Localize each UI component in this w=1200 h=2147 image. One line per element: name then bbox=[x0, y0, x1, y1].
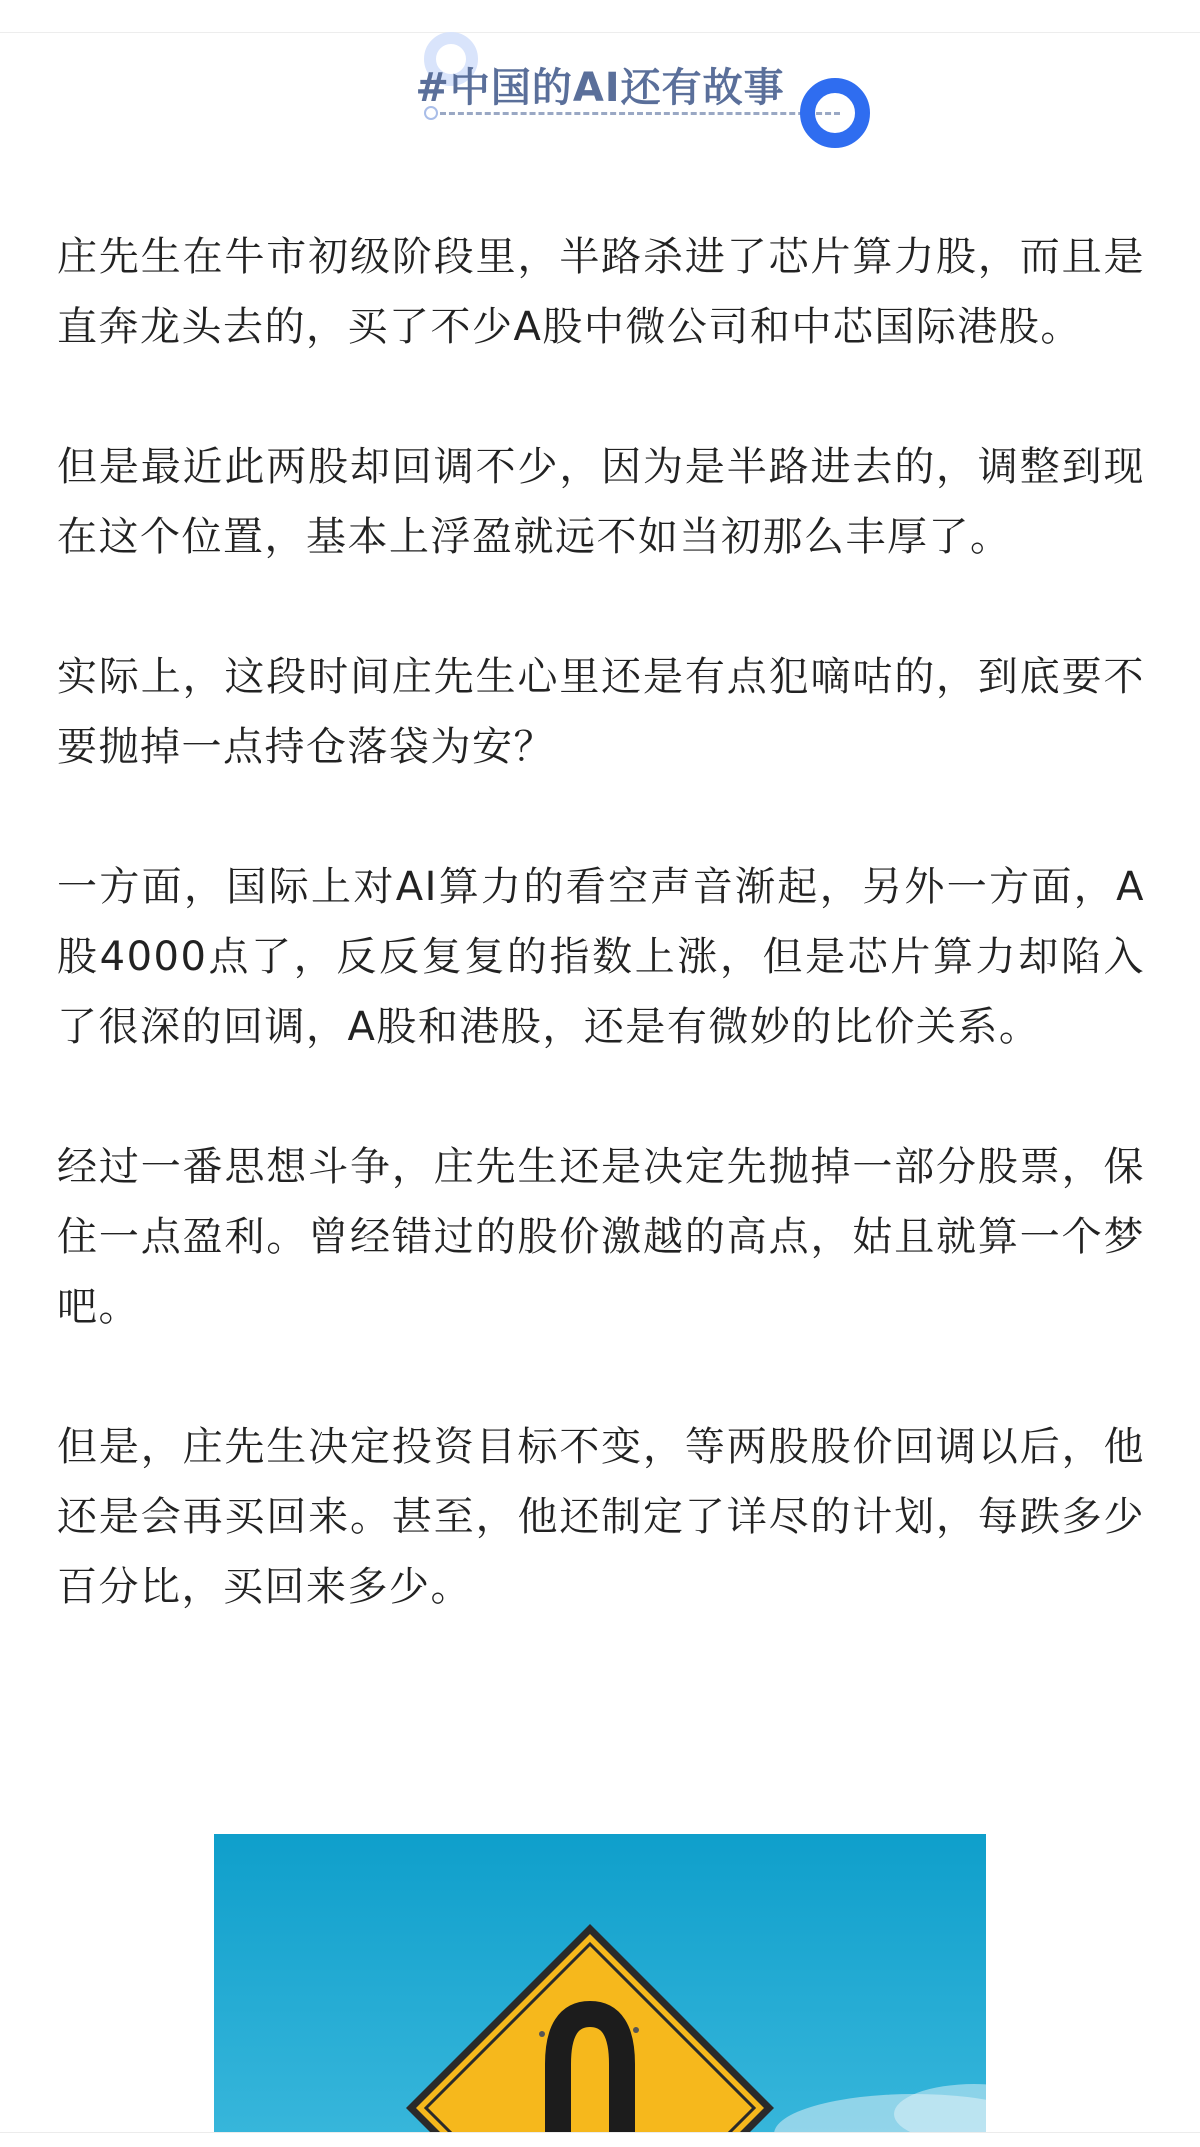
bottom-divider bbox=[0, 2132, 1200, 2147]
paragraph: 实际上，这段时间庄先生心里还是有点犯嘀咕的，到底要不要抛掉一点持仓落袋为安？ bbox=[57, 654, 1145, 770]
paragraph: 经过一番思想斗争，庄先生还是决定先抛掉一部分股票，保住一点盈利。曾经错过的股价激越的高点，姑且就算一个梦吧。 bbox=[57, 1144, 1145, 1330]
paragraph: 庄先生在牛市初级阶段里，半路杀进了芯片算力股，而且是直奔龙头去的，买了不少A股中微公司和中芯国际港股。 bbox=[57, 234, 1145, 350]
paragraph: 但是最近此两股却回调不少，因为是半路进去的，调整到现在这个位置，基本上浮盈就远不如当初那么丰厚了。 bbox=[57, 444, 1145, 560]
paragraph: 一方面，国际上对AI算力的看空声音渐起，另外一方面，A股4000点了，反反复复的指数上涨，但是芯片算力却陷入了很深的回调，A股和港股，还是有微妙的比价关系。 bbox=[57, 864, 1145, 1050]
topic-title[interactable]: #中国的AI还有故事 bbox=[415, 65, 785, 111]
paragraph: 但是，庄先生决定投资目标不变，等两股股价回调以后，他还是会再买回来。甚至，他还制定了详尽的计划，每跌多少百分比，买回来多少。 bbox=[57, 1424, 1145, 1610]
top-bar bbox=[0, 0, 1200, 33]
topic-underline bbox=[440, 112, 840, 115]
article-image[interactable] bbox=[214, 1834, 986, 2134]
article-body bbox=[57, 222, 1145, 1692]
u-turn-sign-icon bbox=[214, 1834, 986, 2134]
topic-ring-icon bbox=[800, 78, 870, 148]
topic-header[interactable] bbox=[0, 30, 1200, 160]
